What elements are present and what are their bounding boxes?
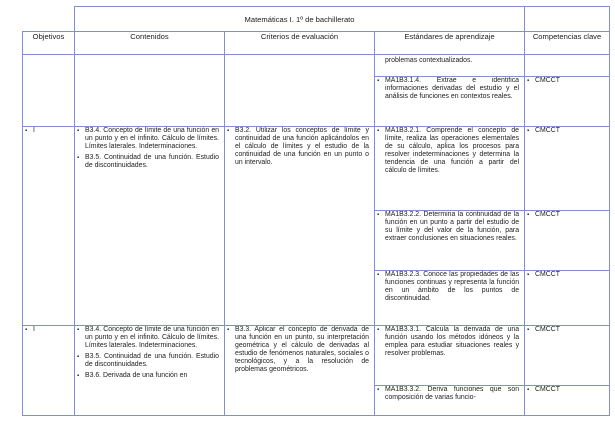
title-row [23, 7, 610, 32]
estandar-item: ▪ MA1B3.2.2. Determina la continuidad de la función en un punto a partir del estudio de su límite y del valor de la función, para extraer conclusiones en situaciones reales. [375, 211, 524, 243]
competencia-item: ▪ CMCCT [525, 127, 609, 135]
estandar-text: problemas contextualizados. [385, 57, 473, 64]
competencia-item: ▪ CMCCT [525, 211, 609, 219]
criterio-cell [225, 55, 375, 127]
competencia-cell [525, 55, 610, 77]
estandar-item: ▪ MA1B3.2.3. Conoce las propiedades de las funciones continuas y representa la función en un ámbito de los puntos de discontinuidad. [375, 271, 524, 303]
table-row [23, 127, 610, 211]
header-criterios: Criterios de evaluación [225, 32, 375, 55]
estandar-item: ▪ MA1B3.1.4. Extrae e identifica informaciones derivadas del estudio y el análisis de funciones en contextos reales. [375, 77, 524, 101]
competencia-item: ▪ CMCCT [525, 77, 609, 85]
header-row [23, 32, 610, 55]
competencia-item: ▪ CMCCT [525, 386, 609, 394]
contenido-item: ▪ B3.5. Continuidad de una función. Estudio de discontinuidades. [75, 353, 224, 369]
curriculum-table [22, 6, 610, 416]
competencia-item: ▪ CMCCT [525, 271, 609, 279]
blank-corner [23, 7, 75, 32]
header-contenidos: Contenidos [75, 32, 225, 55]
table-row [23, 55, 610, 77]
objetivo-item: ▪ I [23, 326, 74, 334]
contenido-item: ▪ B3.5. Continuidad de una función. Estudio de discontinuidades. [75, 154, 224, 170]
contenido-item: ▪ B3.4. Concepto de límite de una función en un punto y en el infinito. Cálculo de límites. Límites laterales. Indeterminaciones. [75, 127, 224, 151]
criterio-item: ▪ B3.3. Aplicar el concepto de derivada de una función en un punto, su interpretación geométrica y el cálculo de derivadas al estudio de fenómenos naturales, sociales o tecnológicos, y a la resolución de problemas geométricos. [225, 326, 374, 375]
estandar-item: ▪ MA1B3.3.2. Deriva funciones que son composición de varias funcio- [375, 386, 524, 402]
header-objetivos: Objetivos [23, 32, 75, 55]
contenido-cell [75, 55, 225, 127]
objetivo-item: ▪ I [23, 127, 74, 135]
objetivo-cell [23, 55, 75, 127]
competencia-item: ▪ CMCCT [525, 326, 609, 334]
blank-corner-right [525, 7, 610, 32]
table-title: Matemáticas I. 1º de bachillerato [75, 7, 525, 32]
criterio-item: ▪ B3.2. Utilizar los conceptos de límite y continuidad de una función aplicándolos en el cálculo de límites y el estudio de la continuidad de una función en un punto o un intervalo. [225, 127, 374, 167]
header-estandares: Estándares de aprendizaje [375, 32, 525, 55]
estandar-item: ▪ MA1B3.3.1. Calcula la derivada de una función usando los métodos idóneos y la emplea para estudiar situaciones reales y resolver problemas. [375, 326, 524, 358]
header-competencias: Competencias clave [525, 32, 610, 55]
contenido-item: ▪ B3.6. Derivada de una función en [75, 372, 224, 380]
contenido-item: ▪ B3.4. Concepto de límite de una función en un punto y en el infinito. Cálculo de límites. Límites laterales. Indeterminaciones. [75, 326, 224, 350]
estandar-item: ▪ MA1B3.2.1. Comprende el concepto de límite, realiza las operaciones elementales de su cálculo, aplica los procesos para resolver indeterminaciones y determina la tendencia de una función a partir del cálculo de límites. [375, 127, 524, 176]
table-row [23, 326, 610, 386]
